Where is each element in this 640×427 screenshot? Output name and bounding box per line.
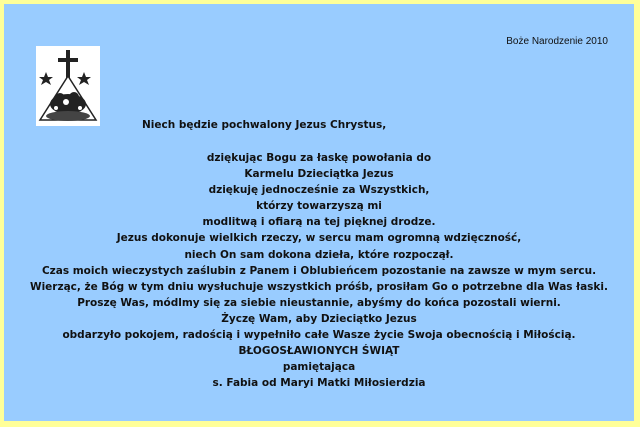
signature-name: s. Fabia od Maryi Matki Miłosierdzia	[212, 377, 426, 390]
carmelite-emblem-icon	[36, 46, 100, 126]
signoff-line: pamiętająca	[282, 361, 356, 374]
letter-line: Jezus dokonuje wielkich rzeczy, w sercu mam ogromną wdzięczność,	[116, 232, 522, 245]
closing-wishes: BŁOGOSŁAWIONYCH ŚWIĄT	[238, 345, 400, 358]
letter-line: modlitwą i ofiarą na tej pięknej drodze.	[202, 216, 436, 229]
letter-line: dziękując Bogu za łaskę powołania do	[206, 152, 432, 164]
letter-line: Wierząc, że Bóg w tym dniu wysłuchuje wszystkich próśb, prosiłam Go o potrzebne dla Was łaski.	[30, 280, 608, 293]
letter-line: obdarzyło pokojem, radością i wypełniło całe Wasze życie Swoja obecnością i Miłością.	[62, 329, 576, 342]
letter-line: Życzę Wam, aby Dzieciątko Jezus	[221, 312, 417, 325]
greeting-card	[4, 4, 634, 421]
letter-body	[4, 150, 634, 391]
letter-line: Karmelu Dzieciątka Jezus	[244, 168, 394, 181]
letter-line: którzy towarzyszą mi	[256, 200, 382, 213]
letter-line: dziękuję jednocześnie za Wszystkich,	[208, 184, 430, 197]
letter-line: Czas moich wieczystych zaślubin z Panem i Oblubieńcem pozostanie na zawsze w mym sercu.	[41, 264, 597, 277]
greeting-line: Niech będzie pochwalony Jezus Chrystus,	[142, 119, 387, 131]
date-line: Boże Narodzenie 2010	[506, 36, 608, 47]
letter-line: niech On sam dokona dzieła, które rozpoczął.	[184, 248, 454, 261]
letter-line: Proszę Was, módlmy się za siebie nieustannie, abyśmy do końca pozostali wierni.	[77, 296, 561, 309]
